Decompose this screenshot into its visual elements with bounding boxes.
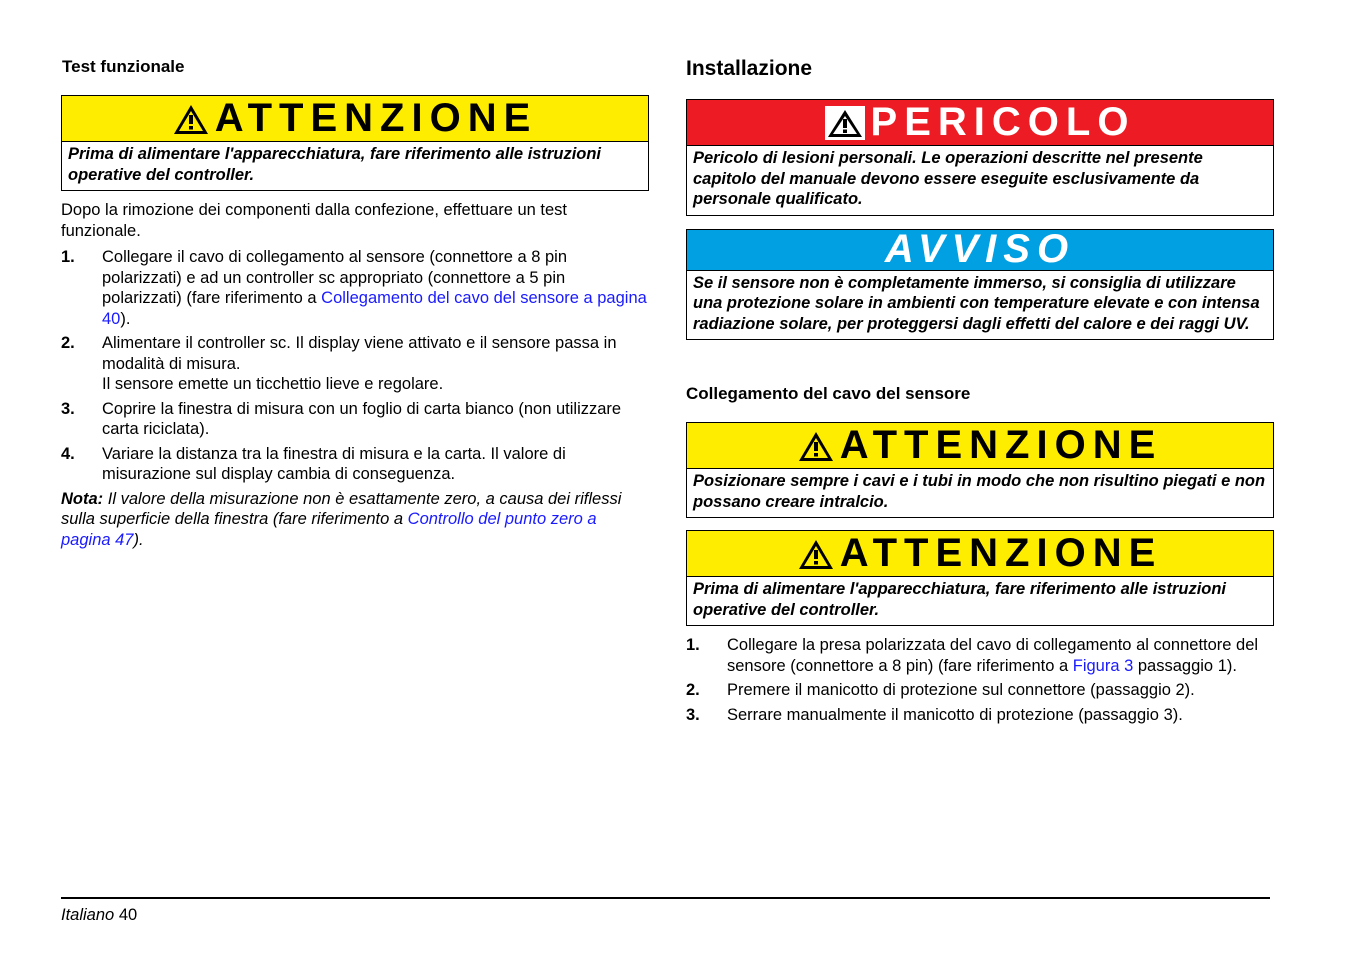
step-text-end: passaggio 1).	[1133, 656, 1237, 675]
note-paragraph	[61, 489, 649, 551]
step-number: 2.	[686, 681, 700, 699]
step-text: Collegare il cavo di collegamento al sensore (connettore a 8 pin polarizzati) e ad un controller sc appropriato (connettore a 5 pin polarizzati) (fare riferimento a	[102, 248, 568, 307]
danger-box	[686, 99, 1274, 216]
cross-reference-link[interactable]: Collegamento del cavo del sensore a pagina 40	[102, 289, 647, 328]
step-text: Alimentare il controller sc. Il display viene attivato e il sensore passa in modalità di misura.	[102, 334, 617, 373]
step-text: Coprire la finestra di misura con un foglio di carta bianco (non utilizzare carta riciclata).	[102, 399, 622, 438]
footer-divider	[61, 897, 1270, 899]
danger-label: PERICOLO	[870, 100, 1136, 145]
list-item	[686, 680, 1274, 701]
warning-header	[62, 96, 648, 142]
warning-header	[687, 531, 1273, 577]
danger-header	[687, 100, 1273, 146]
warning-label: ATTENZIONE	[214, 96, 538, 141]
warning-box	[686, 422, 1274, 518]
step-number: 1.	[61, 248, 75, 266]
step-number: 3.	[61, 399, 75, 418]
intro-paragraph: Dopo la rimozione dei componenti dalla confezione, effettuare un test funzionale.	[61, 201, 568, 240]
test-steps-list	[61, 247, 649, 485]
left-column	[61, 56, 649, 550]
page-footer	[61, 905, 137, 926]
note-text-end: ).	[133, 530, 144, 549]
warning-box	[61, 95, 649, 191]
warning-text: Prima di alimentare l'apparecchiatura, fare riferimento alle istruzioni operative del controller.	[693, 580, 1227, 619]
warning-triangle-icon	[798, 430, 834, 462]
list-item	[61, 399, 649, 440]
danger-triangle-icon	[825, 106, 865, 140]
footer-language: Italiano	[61, 906, 115, 924]
step-number: 3.	[686, 705, 700, 724]
warning-text: Posizionare sempre i cavi e i tubi in modo che non risultino piegati e non possano creare intralcio.	[693, 472, 1266, 511]
warning-text: Prima di alimentare l'apparecchiatura, fare riferimento alle istruzioni operative del controller.	[68, 145, 602, 184]
notice-box	[686, 229, 1274, 341]
list-item	[61, 444, 649, 485]
note-label: Nota:	[61, 489, 104, 508]
list-item	[686, 635, 1274, 676]
section-heading-installazione: Installazione	[686, 57, 813, 80]
cross-reference-link[interactable]: Controllo del punto zero a pagina 47	[61, 510, 597, 549]
list-item	[61, 247, 649, 329]
section-heading-test: Test funzionale	[62, 57, 185, 76]
step-result: Il sensore emette un ticchettio lieve e regolare.	[102, 375, 444, 393]
warning-label: ATTENZIONE	[839, 531, 1163, 576]
notice-label: AVVISO	[884, 227, 1076, 272]
figure-reference-link[interactable]: Figura 3	[1072, 656, 1134, 675]
danger-text: Pericolo di lesioni personali. Le operazioni descritte nel presente capitolo del manuale devono essere eseguite esclusivamente da personale qualificato.	[693, 149, 1203, 208]
list-item	[686, 705, 1274, 726]
step-number: 2.	[61, 334, 75, 352]
notice-text: Se il sensore non è completamente immerso, si consiglia di utilizzare una protezione solare in ambienti con temperature elevate e con intensa radiazione solare, per proteggersi dagli effetti del calore e dei raggi UV.	[693, 273, 1260, 333]
warning-triangle-icon	[173, 103, 209, 135]
page-number: 40	[118, 906, 138, 924]
step-number: 4.	[61, 444, 75, 463]
warning-triangle-icon	[798, 538, 834, 570]
notice-header	[687, 227, 1273, 272]
step-text: Collegare la presa polarizzata del cavo di collegamento al connettore del sensore (connettore a 8 pin) (fare riferimento a	[727, 636, 1259, 675]
step-text: Serrare manualmente il manicotto di protezione (passaggio 3).	[727, 705, 1183, 724]
step-text: Premere il manicotto di protezione sul connettore (passaggio 2).	[727, 681, 1195, 699]
step-number: 1.	[686, 636, 700, 654]
step-text: Variare la distanza tra la finestra di misura e la carta. Il valore di misurazione sul display cambia di conseguenza.	[102, 444, 566, 483]
subsection-heading-cable: Collegamento del cavo del sensore	[686, 384, 971, 403]
note-text: Il valore della misurazione non è esattamente zero, a causa dei riflessi sulla superficie della finestra (fare riferimento a	[61, 489, 622, 528]
right-column	[686, 56, 1274, 729]
warning-label: ATTENZIONE	[839, 423, 1163, 468]
cable-steps-list	[686, 635, 1274, 725]
list-item	[61, 333, 649, 395]
warning-box	[686, 530, 1274, 626]
warning-header	[687, 423, 1273, 469]
step-text-end: ).	[120, 309, 131, 328]
